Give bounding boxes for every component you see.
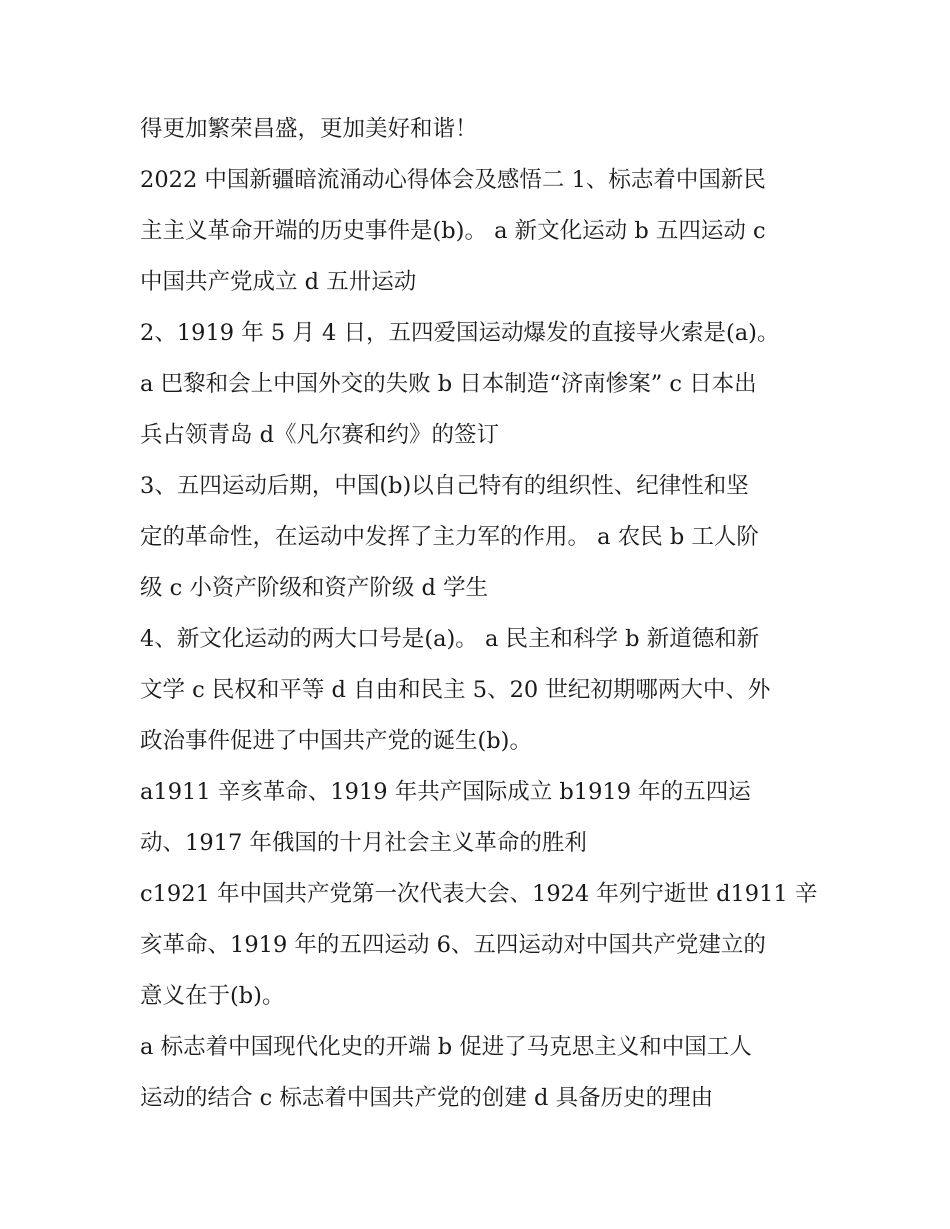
text-line-17: 亥革命、1919 年的五四运动 6、五四运动对中国共产党建立的 (140, 932, 766, 958)
text-line-5: 2、1919 年 5 月 4 日，五四爱国运动爆发的直接导火索是(a)。 (140, 320, 780, 346)
text-line-11: 4、新文化运动的两大口号是(a)。 a 民主和科学 b 新道德和新 (140, 626, 760, 652)
text-line-8: 3、五四运动后期，中国(b)以自己特有的组织性、纪律性和坚 (140, 473, 749, 499)
text-line-12: 文学 c 民权和平等 d 自由和民主 5、20 世纪初期哪两大中、外 (140, 677, 771, 703)
text-line-9: 定的革命性，在运动中发挥了主力军的作用。 a 农民 b 工人阶 (140, 524, 759, 550)
text-line-6: a 巴黎和会上中国外交的失败 b 日本制造“济南惨案” c 日本出 (140, 371, 757, 397)
text-line-14: a1911 辛亥革命、1919 年共产国际成立 b1919 年的五四运 (140, 779, 751, 805)
text-line-1: 得更加繁荣昌盛，更加美好和谐！ (140, 116, 478, 142)
text-line-15: 动、1917 年俄国的十月社会主义革命的胜利 (140, 830, 587, 856)
text-line-7: 兵占领青岛 d《凡尔赛和约》的签订 (140, 422, 500, 448)
text-line-10: 级 c 小资产阶级和资产阶级 d 学生 (140, 575, 489, 601)
text-line-3: 主主义革命开端的历史事件是(b)。 a 新文化运动 b 五四运动 c (140, 218, 766, 244)
text-line-13: 政治事件促进了中国共产党的诞生(b)。 (140, 728, 532, 754)
text-line-18: 意义在于(b)。 (140, 983, 285, 1009)
document-body (140, 104, 818, 1124)
text-line-16: c1921 年中国共产党第一次代表大会、1924 年列宁逝世 d1911 辛 (140, 881, 818, 907)
text-line-19: a 标志着中国现代化史的开端 b 促进了马克思主义和中国工人 (140, 1034, 752, 1060)
text-line-20: 运动的结合 c 标志着中国共产党的创建 d 具备历史的理由 (140, 1085, 714, 1111)
text-line-2: 2022 中国新疆暗流涌动心得体会及感悟二 1、标志着中国新民 (140, 167, 766, 193)
text-line-4: 中国共产党成立 d 五卅运动 (140, 269, 417, 295)
